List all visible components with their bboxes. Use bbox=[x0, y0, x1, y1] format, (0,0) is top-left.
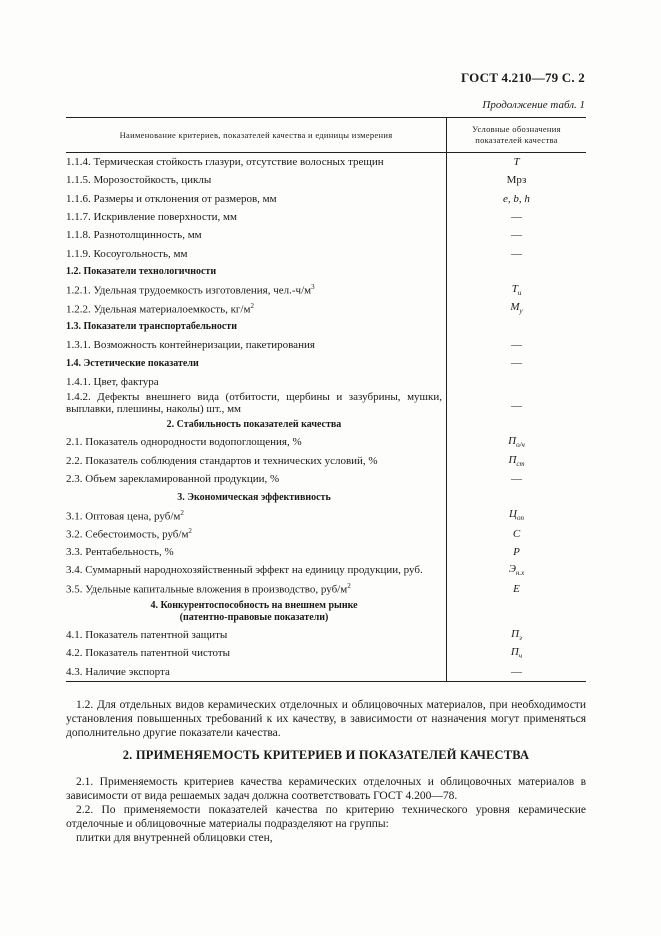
paragraph-2-1: 2.1. Применяемость критериев качества керамических отделочных и облицовочных материалов в зависимости от вида решаемых задач должна соответствовать ГОСТ 4.200—78. bbox=[66, 776, 586, 802]
row-symbol bbox=[447, 318, 587, 336]
row-symbol: $M_y$ bbox=[447, 299, 587, 317]
row-symbol: — bbox=[447, 354, 587, 372]
row-label: 2.1. Показатель однородности водопоглощения, % bbox=[66, 436, 302, 449]
row-symbol: $Э_{н.х}$ bbox=[447, 561, 587, 579]
table-row bbox=[66, 226, 586, 244]
paragraph-2-2: 2.2. По применяемости показателей качества по критерию технического уровня керамические отделочные и облицовочные материалы подразделяют на группы: bbox=[66, 804, 586, 830]
table-row bbox=[66, 190, 586, 208]
row-label: 4.2. Показатель патентной чистоты bbox=[66, 647, 231, 660]
table-row bbox=[66, 281, 586, 299]
table-row bbox=[66, 153, 586, 172]
quality-indicators-table bbox=[66, 117, 586, 682]
table-row bbox=[66, 373, 586, 391]
table-row bbox=[66, 336, 586, 354]
row-label: 2.2. Показатель соблюдения стандартов и технических условий, % bbox=[66, 454, 378, 467]
row-group-heading: 1.3. Показатели транспортабельности bbox=[66, 321, 237, 333]
row-symbol: C bbox=[447, 525, 587, 543]
row-label: 1.4.1. Цвет, фактура bbox=[66, 375, 159, 388]
row-symbol: $T_и$ bbox=[447, 281, 587, 299]
table-continuation-label: Продолжение табл. 1 bbox=[482, 99, 585, 111]
table-row bbox=[66, 391, 586, 415]
row-label: 1.1.6. Размеры и отклонения от размеров, мм bbox=[66, 192, 277, 205]
row-label: 1.2.1. Удельная трудоемкость изготовления, $чел.-ч/м^3$ bbox=[66, 283, 315, 298]
section-2-title: 2. ПРИМЕНЯЕМОСТЬ КРИТЕРИЕВ И ПОКАЗАТЕЛЕЙ КАЧЕСТВА bbox=[122, 748, 530, 762]
row-symbol bbox=[447, 488, 587, 506]
table-row bbox=[66, 470, 586, 488]
table-row bbox=[66, 506, 586, 524]
table-row bbox=[66, 208, 586, 226]
row-symbol: — bbox=[447, 208, 587, 226]
row-label: 3.4. Суммарный народнохозяйственный эффект на единицу продукции, руб. bbox=[66, 564, 423, 577]
row-symbol: $П_ч$ bbox=[447, 644, 587, 662]
column-header-symbol: Условные обозначения показателей качества bbox=[447, 118, 587, 153]
table-row bbox=[66, 626, 586, 644]
paragraph-1-2: 1.2. Для отдельных видов керамических отделочных и облицовочных материалов, при необходимости установления повышенных требований к их качеству, в зависимости от назначения могут применяться дополнительно другие показатели качества. bbox=[66, 699, 586, 739]
table-row bbox=[66, 433, 586, 451]
row-label: 1.3.1. Возможность контейнеризации, пакетирования bbox=[66, 339, 315, 352]
row-label: 1.1.4. Термическая стойкость глазури, отсутствие волосных трещин bbox=[66, 156, 384, 169]
row-label: 1.4.2. Дефекты внешнего вида (отбитости, щербины и зазубрины, мушки, выплавки, плешины, наколы) шт., мм bbox=[66, 390, 442, 415]
column-header-name: Наименование критериев, показателей качества и единицы измерения bbox=[66, 118, 447, 153]
row-label: 3.1. Оптовая цена, руб/$м^2$ bbox=[66, 508, 184, 523]
table-row bbox=[66, 171, 586, 189]
table-row bbox=[66, 644, 586, 662]
table-row bbox=[66, 244, 586, 262]
table-row bbox=[66, 525, 586, 543]
row-symbol: E bbox=[447, 580, 587, 598]
row-label: 4.3. Наличие экспорта bbox=[66, 662, 447, 681]
row-label: 1.1.9. Косоугольность, мм bbox=[66, 247, 188, 260]
paragraph-tiles-group: плитки для внутренней облицовки стен, bbox=[76, 832, 273, 844]
row-label: 3.2. Себестоимость, руб/$м^2$ bbox=[66, 526, 192, 541]
row-group-heading: 1.2. Показатели технологичности bbox=[66, 266, 217, 278]
row-label: 3.3. Рентабельность, % bbox=[66, 546, 174, 559]
row-symbol: $П_{о/ч}$ bbox=[447, 433, 587, 451]
row-label: 3.5. Удельные капитальные вложения в производство, руб/$м^2$ bbox=[66, 581, 351, 596]
table-row bbox=[66, 561, 586, 579]
table-row bbox=[66, 318, 586, 336]
row-symbol: P bbox=[447, 543, 587, 561]
row-label: 1.1.7. Искривление поверхности, мм bbox=[66, 211, 237, 224]
row-symbol: — bbox=[447, 226, 587, 244]
row-label: 1.2.2. Удельная материалоемкость, $кг/м^2$ bbox=[66, 301, 254, 316]
table-row bbox=[66, 299, 586, 317]
table-row bbox=[66, 543, 586, 561]
table-row bbox=[66, 662, 586, 681]
row-symbol: — bbox=[447, 470, 587, 488]
row-label: 4.1. Показатель патентной защиты bbox=[66, 628, 228, 641]
page-header: ГОСТ 4.210—79 С. 2 bbox=[460, 70, 585, 85]
row-group-heading: 1.4. Эстетические показатели bbox=[66, 357, 199, 369]
row-symbol: e, b, h bbox=[447, 190, 587, 208]
row-label: 1.1.5. Морозостойкость, циклы bbox=[66, 174, 212, 187]
row-symbol: $Ц_{оп}$ bbox=[447, 506, 587, 524]
row-symbol bbox=[447, 415, 587, 433]
table-row bbox=[66, 598, 586, 626]
table-row bbox=[66, 354, 586, 372]
row-symbol: Мрз bbox=[447, 171, 587, 189]
row-symbol bbox=[447, 598, 587, 626]
row-symbol: — bbox=[447, 244, 587, 262]
row-group-heading: 4. Конкурентоспособность на внешнем рынке (патентно-правовые показатели) bbox=[150, 599, 358, 623]
row-symbol bbox=[447, 373, 587, 391]
row-symbol: $П_{ст}$ bbox=[447, 451, 587, 469]
table-header-row bbox=[66, 118, 586, 153]
row-group-heading: 2. Стабильность показателей качества bbox=[166, 418, 342, 430]
table-row bbox=[66, 488, 586, 506]
row-label: 1.1.8. Разнотолщинность, мм bbox=[66, 229, 202, 242]
table-row bbox=[66, 415, 586, 433]
row-group-heading: 3. Экономическая эффективность bbox=[177, 491, 331, 503]
table-row bbox=[66, 263, 586, 281]
row-symbol: $П_з$ bbox=[447, 626, 587, 644]
row-symbol: — bbox=[447, 662, 587, 681]
row-symbol: — bbox=[447, 391, 587, 415]
table-row bbox=[66, 580, 586, 598]
row-symbol: T bbox=[447, 153, 587, 172]
table-row bbox=[66, 451, 586, 469]
row-symbol bbox=[447, 263, 587, 281]
row-symbol: — bbox=[447, 336, 587, 354]
row-label: 2.3. Объем зарекламированной продукции, % bbox=[66, 472, 280, 485]
